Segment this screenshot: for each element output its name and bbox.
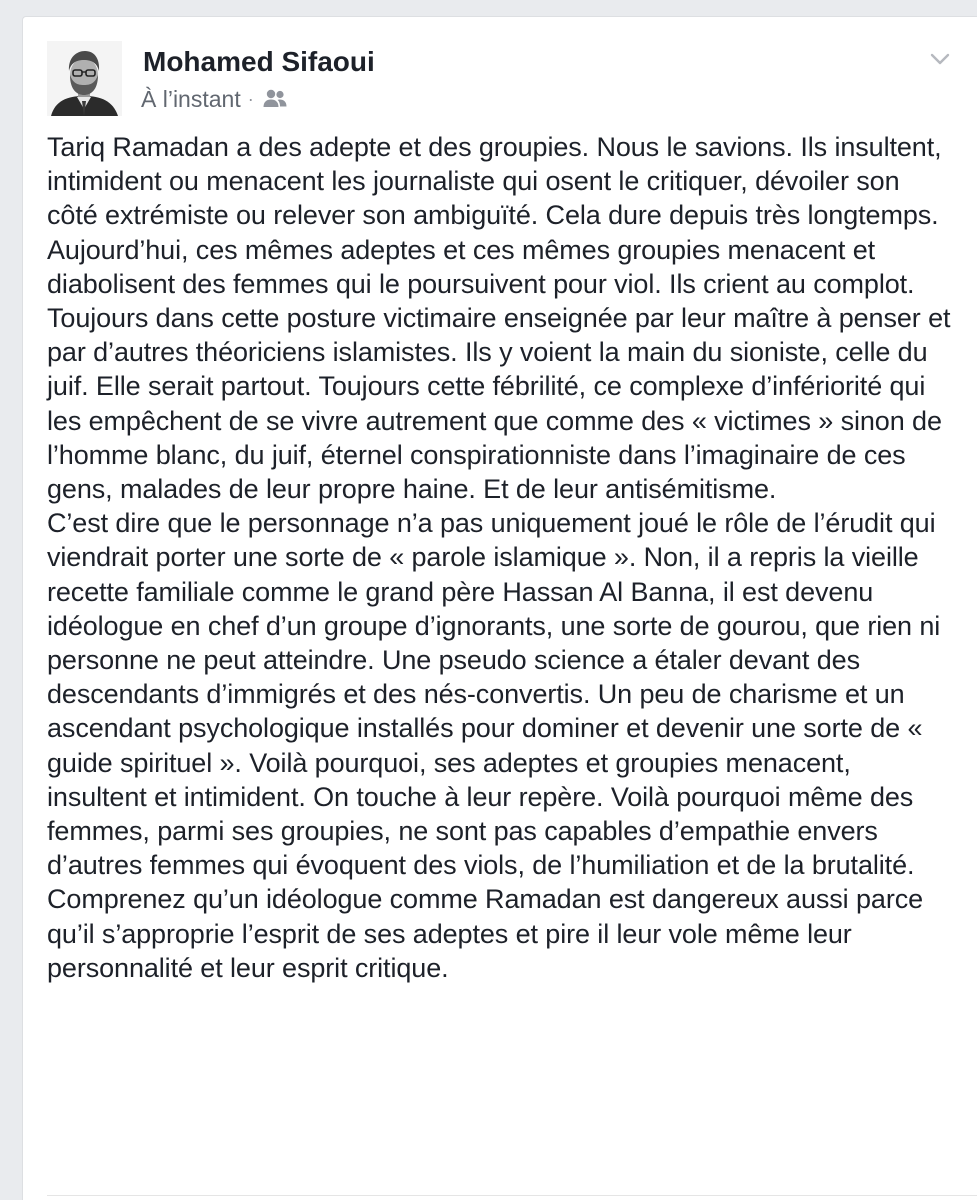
friends-icon[interactable] (262, 88, 288, 110)
post-text: Tariq Ramadan a des adepte et des groupies. Nous le savions. Ils insultent, intimident ou menacent les journaliste qui osent le critiquer, dévoiler son côté extrémiste ou relever son ambiguïté. Cela dure depuis très longtemps. Aujourd’hui, ces mêmes adeptes et ces mêmes groupies menacent et diabolisent des femmes qui le poursuivent pour viol. Ils crient au complot. Toujours dans cette posture victimaire enseignée par leur maître à penser et par d’autres théoriciens islamistes. Ils y voient la main du sioniste, celle du juif. Elle serait partout. Toujours cette fébrilité, ce complexe d’infériorité qui les empêchent de se vivre autrement que comme des « victimes » sinon de l’homme blanc, du juif, éternel conspirationniste dans l’imaginaire de ces gens, malades de leur propre haine. Et de leur antisémitisme. C’est dire que le personnage n’a pas uniquement joué le rôle de l’érudit qui viendrait porter une sorte de « parole islamique ». Non, il a repris la vieille recette familiale comme le grand père Hassan Al Banna, il est devenu idéologue en chef d’un groupe d’ignorants, une sorte de gourou, que rien ni personne ne peut atteindre. Une pseudo science a étaler devant des descendants d’immigrés et des nés-convertis. Un peu de charisme et un ascendant psychologique installés pour dominer et devenir une sorte de « guide spirituel ». Voilà pourquoi, ses adeptes et groupies menacent, insultent et intimident. On touche à leur repère. Voilà pourquoi même des femmes, parmi ses groupies, ne sont pas capables d’empathie envers d’autres femmes qui évoquent des viols, de l’humiliation et de la brutalité. Comprenez qu’un idéologue comme Ramadan est dangereux aussi parce qu’il s’approprie l’esprit de ses adeptes et pire il leur vole même leur personnalité et leur esprit critique. (47, 132, 951, 983)
post-card (22, 16, 977, 1200)
meta-separator: · (247, 88, 254, 109)
avatar[interactable] (47, 41, 122, 116)
divider (47, 1195, 977, 1196)
post-meta (141, 84, 288, 114)
chevron-down-icon[interactable] (929, 51, 951, 67)
profile-photo (47, 41, 122, 116)
author-name[interactable]: Mohamed Sifaoui (143, 46, 375, 77)
post-timestamp[interactable]: À l’instant (141, 85, 241, 112)
